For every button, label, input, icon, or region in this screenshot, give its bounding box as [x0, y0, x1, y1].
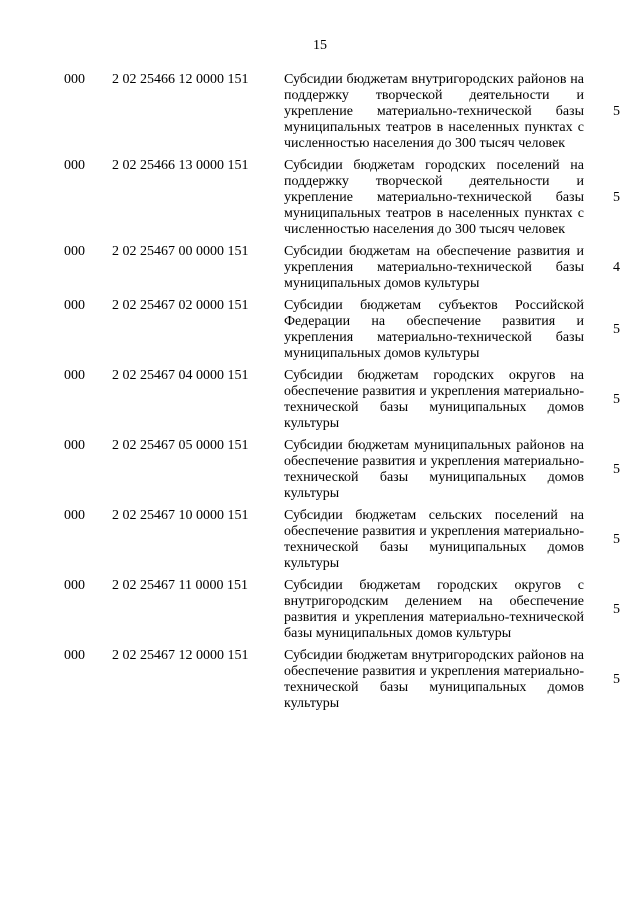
budget-code-cell: 2 02 25467 05 0000 151 [112, 438, 249, 453]
value-cell: 4 [613, 260, 620, 275]
admin-code-cell: 000 [64, 368, 85, 383]
admin-code-cell: 000 [64, 72, 85, 87]
budget-code-cell: 2 02 25467 04 0000 151 [112, 368, 249, 383]
admin-code-cell: 000 [64, 578, 85, 593]
value-cell: 5 [613, 392, 620, 407]
value-cell: 5 [613, 602, 620, 617]
budget-code-table [64, 72, 620, 718]
value-cell: 5 [613, 322, 620, 337]
budget-code-cell: 2 02 25467 10 0000 151 [112, 508, 249, 523]
income-name-cell: Субсидии бюджетам внутригородских районов на поддержку творческой деятельности и укрепление материально-технической базы муниципальных театров в населенных пунктах с численностью населения до 300 тысяч человек [284, 72, 584, 151]
value-cell: 5 [613, 462, 620, 477]
budget-code-cell: 2 02 25467 11 0000 151 [112, 578, 248, 593]
income-name-cell: Субсидии бюджетам городских округов с внутригородским делением на обеспечение развития и укрепления материально-технической базы муниципальных домов культуры [284, 578, 584, 641]
budget-code-cell: 2 02 25466 12 0000 151 [112, 72, 249, 87]
income-name-cell: Субсидии бюджетам на обеспечение развития и укрепления материально-технической базы муниципальных домов культуры [284, 244, 584, 291]
admin-code-cell: 000 [64, 438, 85, 453]
value-cell: 5 [613, 190, 620, 205]
table-row [64, 72, 620, 152]
table-row [64, 298, 620, 362]
budget-code-cell: 2 02 25467 00 0000 151 [112, 244, 249, 259]
admin-code-cell: 000 [64, 298, 85, 313]
admin-code-cell: 000 [64, 508, 85, 523]
table-row [64, 648, 620, 712]
table-row [64, 508, 620, 572]
income-name-cell: Субсидии бюджетам городских поселений на поддержку творческой деятельности и укрепление материально-технической базы муниципальных театров в населенных пунктах с численностью населения до 300 тысяч человек [284, 158, 584, 237]
value-cell: 5 [613, 104, 620, 119]
admin-code-cell: 000 [64, 158, 85, 173]
table-row [64, 578, 620, 642]
income-name-cell: Субсидии бюджетам сельских поселений на обеспечение развития и укрепления материально-технической базы муниципальных домов культуры [284, 508, 584, 571]
page-number: 15 [313, 38, 327, 53]
value-cell: 5 [613, 672, 620, 687]
budget-code-cell: 2 02 25467 12 0000 151 [112, 648, 249, 663]
income-name-cell: Субсидии бюджетам субъектов Российской Федерации на обеспечение развития и укрепления материально-технической базы муниципальных домов культуры [284, 298, 584, 361]
income-name-cell: Субсидии бюджетам городских округов на обеспечение развития и укрепления материально-технической базы муниципальных домов культуры [284, 368, 584, 431]
table-row [64, 368, 620, 432]
admin-code-cell: 000 [64, 244, 85, 259]
table-row [64, 244, 620, 292]
table-row [64, 438, 620, 502]
budget-code-cell: 2 02 25467 02 0000 151 [112, 298, 249, 313]
admin-code-cell: 000 [64, 648, 85, 663]
income-name-cell: Субсидии бюджетам внутригородских районов на обеспечение развития и укрепления материально-технической базы муниципальных домов культуры [284, 648, 584, 711]
budget-code-cell: 2 02 25466 13 0000 151 [112, 158, 249, 173]
table-row [64, 158, 620, 238]
income-name-cell: Субсидии бюджетам муниципальных районов на обеспечение развития и укрепления материально-технической базы муниципальных домов культуры [284, 438, 584, 501]
value-cell: 5 [613, 532, 620, 547]
